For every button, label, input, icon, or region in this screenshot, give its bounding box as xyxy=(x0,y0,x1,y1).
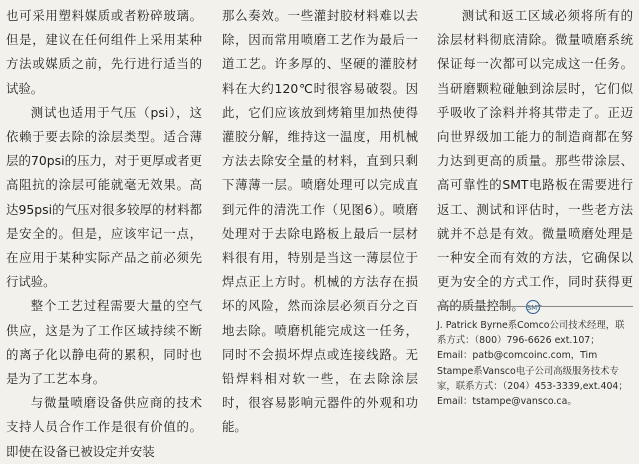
paragraph: 也可采用塑料媒质或者粉碎玻璃。但是，建议在任何组件上采用某种方法或媒质之前，先行进行适当的试验。 xyxy=(6,8,202,96)
author-bio-divider xyxy=(437,306,633,307)
paragraph: 与微量喷磨设备供应商的技术支持人员合作工作是很有价值的。即使在设备已被设定并安装 xyxy=(6,395,202,459)
paragraph: 测试也适用于气压（psi），这依赖于要去除的涂层类型。适合薄层的70psi的压力，对于更厚或者更高阻抗的涂层可能就毫无效果。高达95psi的气压对很多较厚的材料都是安全的。但是，应该牢记一点，在应用于某种实际产品之前必须先行试验。 xyxy=(6,104,202,290)
author-bio-text: J. Patrick Byrne系Comco公司技术经理，联系方式：（800）796-6626 ext.107；Email：patb@comcoinc.com，Tim Stampe系Vansco电子公司高级服务技术专家，联系方式：（204）453-3339,ext.404；Email：tstampe@vansco.ca。 xyxy=(437,320,628,408)
article-column-3 xyxy=(437,4,633,319)
paragraph xyxy=(437,4,633,319)
author-bio xyxy=(437,318,633,409)
paragraph-text: 测试和返工区域必须将所有的涂层材料彻底清除。微量喷磨系统保证每一次都可以完成这一任务。当研磨颗粒碰触到涂层时，它们似乎吸收了涂料并将其带走了。正迈向世界级加工能力的制造商都在努力达到更高的质量。那些带涂层、高可靠性的SMT电路板在需要进行返工、测试和评估时，一些老方法就并不总是有效。微量喷磨处理是一种安全而有效的方法，它确保以更为安全的方式工作，同时获得更高的质量控制。 xyxy=(437,8,633,314)
smt-end-mark-icon: SMT xyxy=(526,300,540,314)
article-column-1 xyxy=(6,4,202,464)
paragraph: 那么奏效。一些灌封胶材料难以去除，因而常用喷磨工艺作为最后一道工艺。许多厚的、坚硬的灌胶材料在大约120℃时很容易破裂。因此，它们应该放到烤箱里加热使得灌胶分解，维持这一温度，用机械方法去除安全量的材料，直到只剩下薄薄一层。喷磨处理可以完成直到元件的清洗工作（见图6）。喷磨处理对于去除电路板上最后一层材料很有用，特别是当这一薄层位于焊点正上方时。机械的方法存在损坏的风险，然而涂层必须百分之百地去除。喷磨机能完成这一任务，同时不会损坏焊点或连接线路。无铅焊料相对软一些，在去除涂层时，很容易影响元器件的外观和功能。 xyxy=(222,8,418,435)
paragraph: 整个工艺过程需要大量的空气供应，这是为了工作区域持续不断的离子化以静电荷的累积，同时也是为了工艺本身。 xyxy=(6,298,202,387)
article-column-2 xyxy=(222,4,418,440)
